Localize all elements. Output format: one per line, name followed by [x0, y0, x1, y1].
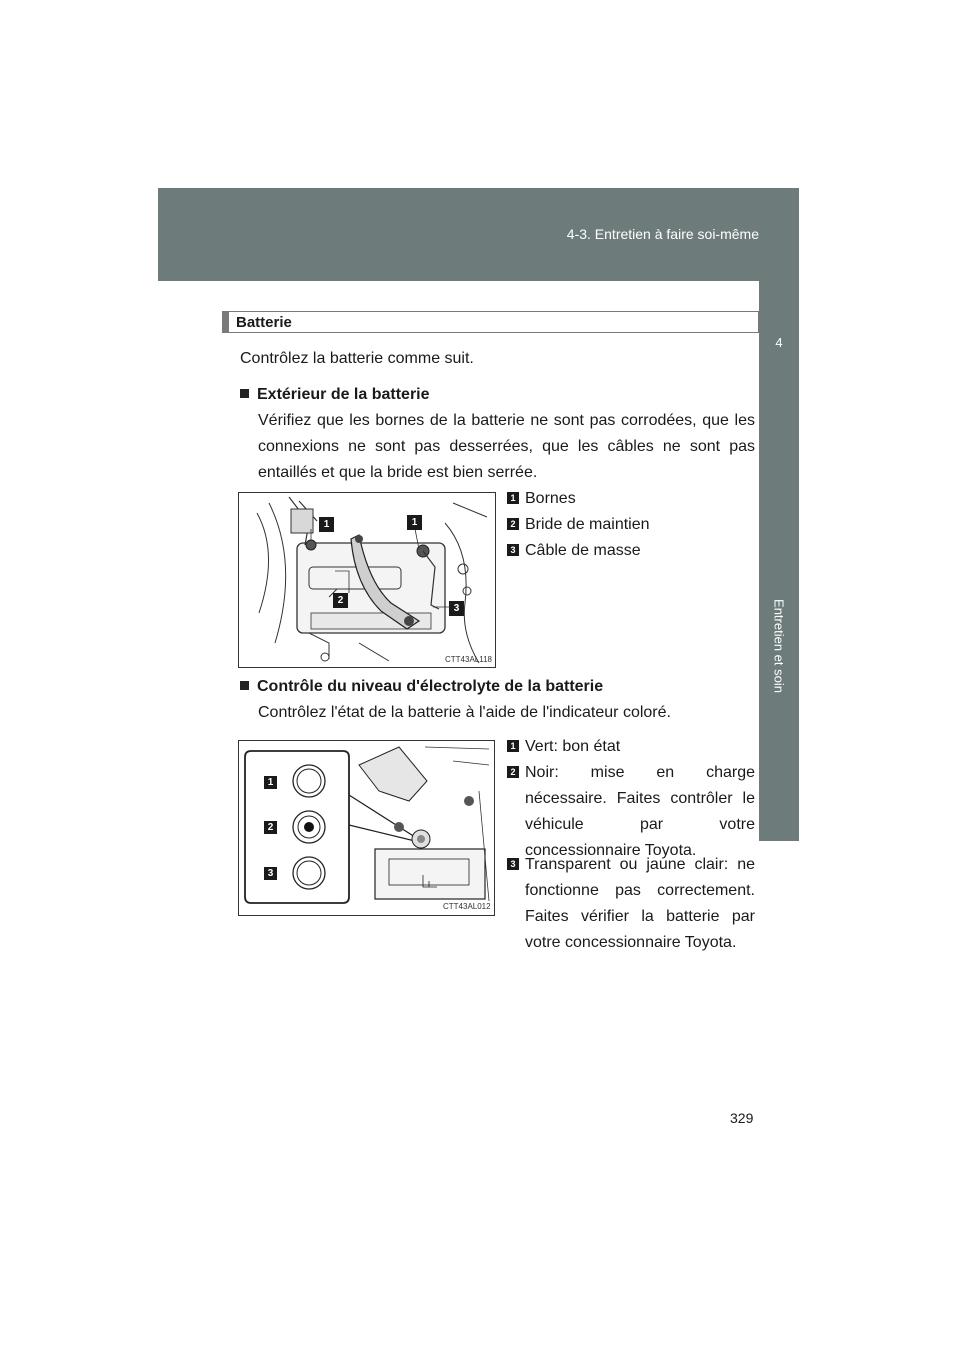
section-title-bar [222, 311, 759, 333]
legend-text: Bride de maintien [525, 516, 650, 533]
square-bullet-icon [240, 681, 249, 690]
figure-code: CTT43AL012 [443, 902, 491, 911]
callout-terminal-1: 1 [319, 517, 334, 532]
exterior-heading [240, 382, 430, 408]
section-accent [223, 312, 229, 332]
electrolyte-heading [240, 674, 603, 700]
electrolyte-body: Contrôlez l'état de la batterie à l'aide de l'indicateur coloré. [258, 704, 671, 721]
chapter-title: 4-3. Entretien à faire soi-même [566, 226, 759, 242]
chapter-side-tab [759, 281, 799, 841]
figure-code: CTT43AL118 [445, 655, 492, 664]
page-number: 329 [730, 1110, 754, 1126]
legend-number: 2 [507, 518, 519, 530]
callout-green: 1 [264, 776, 277, 789]
callout-ground-cable: 3 [449, 601, 464, 616]
callout-black: 2 [264, 821, 277, 834]
legend-number: 1 [507, 740, 519, 752]
electrolyte-heading-text: Contrôle du niveau d'électrolyte de la batterie [257, 678, 604, 695]
battery-exterior-figure [238, 492, 496, 668]
legend-text: Bornes [525, 490, 576, 507]
legend-text: Noir: mise en charge nécessaire. Faites contrôler le véhicule par votre concessionnaire Toyota. [525, 764, 755, 859]
chapter-label: Entretien et soin [771, 599, 787, 693]
indicator-illustration [239, 741, 494, 915]
legend-text: Vert: bon état [525, 738, 621, 755]
legend-number: 2 [507, 766, 519, 778]
legend-number: 3 [507, 858, 519, 870]
callout-clamp: 2 [333, 593, 348, 608]
intro-text: Contrôlez la batterie comme suit. [240, 350, 474, 367]
exterior-body: Vérifiez que les bornes de la batterie ne sont pas corrodées, que les connexions ne sont pas desserrées, que les câbles ne sont pas entaillés et que la bride est bien serrée. [258, 412, 755, 481]
indicator-figure [238, 740, 495, 916]
chapter-number: 4 [775, 335, 783, 350]
callout-terminal-2: 1 [407, 515, 422, 530]
section-title: Batterie [236, 314, 292, 331]
exterior-heading-text: Extérieur de la batterie [257, 386, 430, 403]
battery-illustration [239, 493, 495, 667]
legend-text: Transparent ou jaune clair: ne fonctionne pas correctement. Faites vérifier la batterie par votre concessionnaire Toyota. [525, 856, 755, 951]
legend-text: Câble de masse [525, 542, 641, 559]
page-header [158, 188, 799, 281]
legend-number: 1 [507, 492, 519, 504]
square-bullet-icon [240, 389, 249, 398]
legend-number: 3 [507, 544, 519, 556]
callout-clear: 3 [264, 867, 277, 880]
